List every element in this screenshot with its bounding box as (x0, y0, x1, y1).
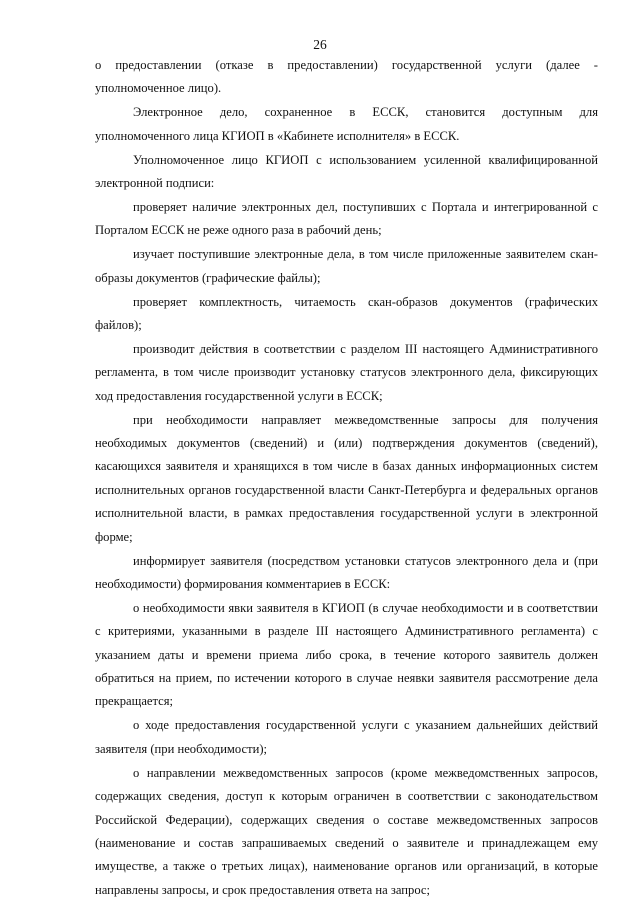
paragraph: Уполномоченное лицо КГИОП с использованием усиленной квалифицированной электронной подписи: (95, 152, 598, 191)
document-body (95, 54, 598, 903)
paragraph: о предоставлении (отказе в предоставлении) государственной услуги (далее - уполномоченное лицо). (95, 58, 598, 96)
paragraph: Электронное дело, сохраненное в ЕССК, становится доступным для уполномоченного лица КГИОП в «Кабинете исполнителя» в ЕССК. (95, 105, 598, 143)
paragraph: о ходе предоставления государственной услуги с указанием дальнейших действий заявителя (при необходимости); (95, 718, 598, 756)
paragraph: проверяет наличие электронных дел, поступивших с Портала и интегрированной с Порталом ЕССК не реже одного раза в рабочий день; (95, 199, 598, 238)
paragraph: проверяет комплектность, читаемость скан-образов документов (графических файлов); (95, 294, 598, 332)
paragraph: о направлении межведомственных запросов (кроме межведомственных запросов, содержащих сведения, доступ к которым ограничен в соответствии с законодательством Российской Федерации), содержащих сведения о составе межведомственных запросов (наименование и состав запрашиваемых сведений о заявителе и принадлежащем ему имуществе, а также о третьих лицах), наименование органов или организаций, в которые направлены запросы, и срок предоставления ответа на запрос; (95, 765, 598, 897)
paragraph: при необходимости направляет межведомственные запросы для получения необходимых документов (сведений) и (или) подтверждения документов (сведений), касающихся заявителя и хранящихся в том числе в базах данных информационных систем исполнительных органов государственной власти Санкт-Петербурга и федеральных органов исполнительной власти, в рамках предоставления государственной услуги в электронной форме; (95, 412, 598, 544)
paragraph: изучает поступившие электронные дела, в том числе приложенные заявителем скан-образы документов (графические файлы); (95, 247, 598, 285)
paragraph: о необходимости явки заявителя в КГИОП (в случае необходимости и в соответствии с критериями, указанными в разделе III настоящего Административного регламента) с указанием даты и времени приема либо срока, в течение которого заявитель должен обратиться на прием, по истечении которого в случае неявки заявителя рассмотрение дела прекращается; (95, 600, 598, 709)
paragraph: производит действия в соответствии с разделом III настоящего Административного регламента, в том числе производит установку статусов электронного дела, фиксирующих ход предоставления государственной услуги в ЕССК; (95, 341, 598, 403)
paragraph: информирует заявителя (посредством установки статусов электронного дела и (при необходимости) формирования комментариев в ЕССК: (95, 553, 598, 591)
page-number: 26 (313, 37, 327, 52)
